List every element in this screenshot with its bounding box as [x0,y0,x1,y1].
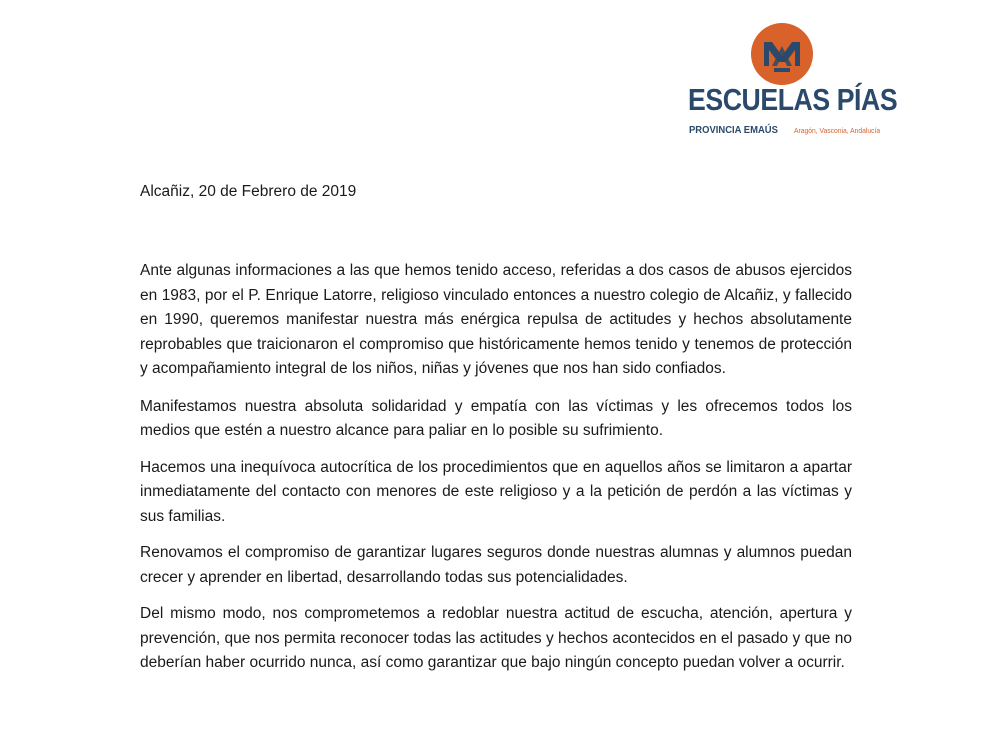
paragraph: Manifestamos nuestra absoluta solidaridad y empatía con las víctimas y les ofrecemos todos los medios que estén a nuestro alcance para paliar en lo posible su sufrimiento. [140,397,852,439]
paragraph: Ante algunas informaciones a las que hemos tenido acceso, referidas a dos casos de abusos ejercidos en 1983, por el P. Enrique Latorre, religioso vinculado entonces a nuestro colegio de Alcañiz, y fallecido en 1990, queremos manifestar nuestra más enérgica repulsa de actitudes y hechos absolutamente reprobables que traicionaron el compromiso que históricamente hemos tenido y tenemos de protección y acompañamiento integral de los niños, niñas y jóvenes que nos han sido confiados. [140,262,852,377]
logo-title: ESCUELAS PÍAS [688,82,898,117]
paragraph: Del mismo modo, nos comprometemos a redoblar nuestra actitud de escucha, atención, apertura y prevención, que nos permita reconocer todas las actitudes y hechos acontecidos en el pasado y que no deberían haber ocurrido nunca, así como garantizar que bajo ningún concepto puedan volver a ocurrir. [140,605,852,671]
letter-body [140,259,852,688]
logo-regions: Aragón, Vasconia, Andalucía [794,126,881,135]
paragraph: Hacemos una inequívoca autocrítica de los procedimientos que en aquellos años se limitaron a apartar inmediatamente del contacto con menores de este religioso y a la petición de perdón a las víctimas y sus familias. [140,458,852,525]
paragraph: Renovamos el compromiso de garantizar lugares seguros donde nuestras alumnas y alumnos puedan crecer y aprender en libertad, desarrollando todas sus potencialidades. [140,544,852,586]
escuelas-pias-logo [688,22,908,142]
logo-subtitle: PROVINCIA EMAÚS [689,124,778,136]
escuelas-pias-emblem-icon [750,22,814,86]
letter-date: Alcañiz, 20 de Febrero de 2019 [140,183,357,200]
